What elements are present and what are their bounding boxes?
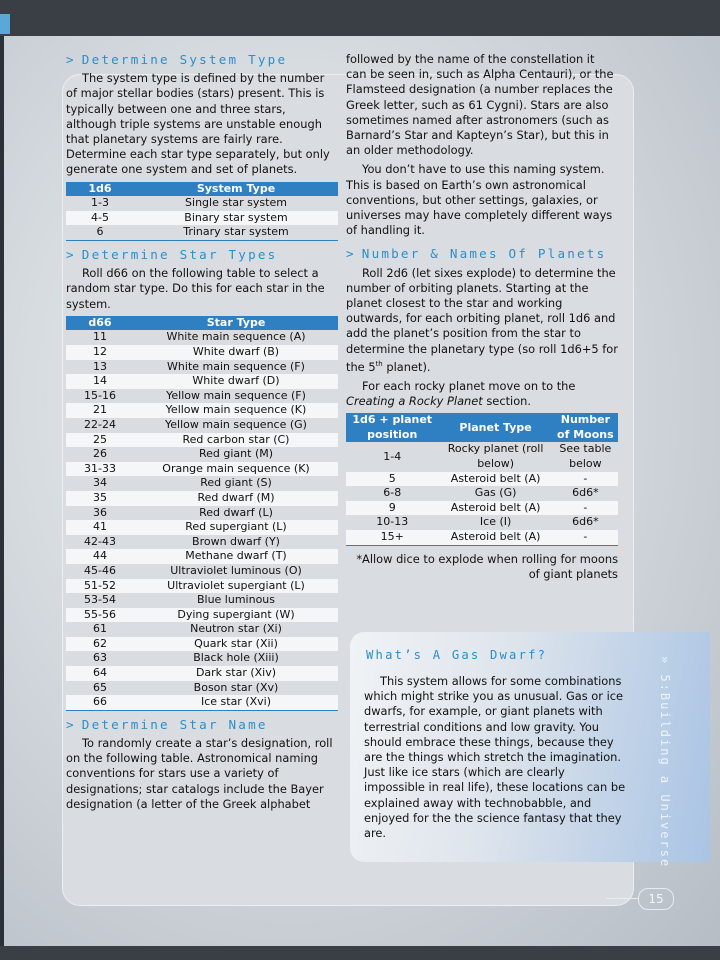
table-cell: Dying supergiant (W) xyxy=(134,608,338,623)
table-row xyxy=(66,681,338,696)
table-cell: 36 xyxy=(66,506,134,521)
table-cell: Ultraviolet luminous (O) xyxy=(134,564,338,579)
chevron-right-icon: > xyxy=(66,247,76,262)
sidebar-paragraph: This system allows for some combinations which might strike you as unusual. Gas or ice dwarfs, for example, or giant planets with terrestrial conditions and low gravity. You should embrace these things, because they are the things which stretch the imagination. Just like ice stars (which are clearly impossible in real life), these locations can be explained away with technobabble, and enjoyed for the the science fantasy that they are. xyxy=(364,674,626,841)
table-cell: 11 xyxy=(66,330,134,345)
chapter-tab: » 5:Building a Universe xyxy=(658,656,672,869)
table-cell: 13 xyxy=(66,360,134,375)
table-footnote: *Allow dice to explode when rolling for moons of giant planets xyxy=(356,551,618,581)
table-cell: 1-3 xyxy=(66,196,134,211)
table-row xyxy=(66,695,338,710)
star-type-table xyxy=(66,316,338,711)
viewer-bottom-bar xyxy=(0,946,720,960)
table-cell: Dark star (Xiv) xyxy=(134,666,338,681)
table-cell: See table below xyxy=(553,442,618,471)
table-header: d66 xyxy=(66,316,134,331)
sidebar-title: What’s A Gas Dwarf? xyxy=(366,648,548,662)
table-cell: Binary star system xyxy=(134,211,338,226)
chevron-right-icon: > xyxy=(66,52,76,67)
table-cell: 6-8 xyxy=(346,486,438,501)
table-cell: 31-33 xyxy=(66,462,134,477)
table-cell: Asteroid belt (A) xyxy=(438,530,552,545)
table-row xyxy=(66,637,338,652)
table-row xyxy=(66,535,338,550)
table-cell: 34 xyxy=(66,476,134,491)
table-header: 1d6 + planet position xyxy=(346,413,438,442)
heading-planets: > Number & Names Of Planets xyxy=(346,246,607,262)
table-cell: Ice (I) xyxy=(438,515,552,530)
left-column xyxy=(66,52,338,816)
table-cell: Gas (G) xyxy=(438,486,552,501)
table-cell: 6d6* xyxy=(553,486,618,501)
paragraph-rocky-planet: For each rocky planet move on to the Creating a Rocky Planet section. xyxy=(346,378,576,409)
chevron-right-icon: > xyxy=(66,716,76,732)
table-cell: Boson star (Xv) xyxy=(134,681,338,696)
table-row xyxy=(66,403,338,418)
table-row xyxy=(66,462,338,477)
table-cell: - xyxy=(553,530,618,545)
table-header: Planet Type xyxy=(438,413,552,442)
table-row xyxy=(66,447,338,462)
table-cell: 22-24 xyxy=(66,418,134,433)
table-cell: 35 xyxy=(66,491,134,506)
table-cell: White main sequence (A) xyxy=(134,330,338,345)
table-cell: Quark star (Xii) xyxy=(134,637,338,652)
table-cell: 62 xyxy=(66,637,134,652)
table-row xyxy=(66,520,338,535)
table-cell: Blue luminous xyxy=(134,593,338,608)
table-cell: Red supergiant (L) xyxy=(134,520,338,535)
paragraph-star-name-continued: followed by the name of the constellation it can be seen in, such as Alpha Centauri), or the Flamsteed designation (a number replaces the Greek letter, such as 61 Cygni). Stars are also sometimes named after astronomers (such as Barnard’s Star and Kapteyn’s Star), but this in an older methodology. xyxy=(346,52,614,158)
table-row xyxy=(346,515,618,530)
table-cell: 41 xyxy=(66,520,134,535)
table-cell: Ultraviolet supergiant (L) xyxy=(134,579,338,594)
table-cell: 25 xyxy=(66,433,134,448)
table-cell: - xyxy=(553,472,618,487)
table-row xyxy=(66,651,338,666)
table-row xyxy=(66,491,338,506)
paragraph-star-name: To randomly create a star’s designation, roll on the following table. Astronomical naming conventions for stars use a variety of designations; star catalogs include the Bayer designation (a letter of the Greek alphabet xyxy=(66,736,333,811)
table-row xyxy=(66,549,338,564)
table-row xyxy=(66,418,338,433)
table-cell: 6d6* xyxy=(553,515,618,530)
paragraph-planets: Roll 2d6 (let sixes explode) to determine the number of orbiting planets. Starting at the planet closest to the star and working outwards, for each orbiting planet, roll 1d6 and add the planet’s position from the star to determine the planetary type (so roll 1d6+5 for the 5th planet). xyxy=(346,265,618,374)
system-type-table xyxy=(66,182,338,241)
table-row xyxy=(346,442,618,471)
paragraph-star-types: Roll d66 on the following table to select a random star type. Do this for each star in the system. xyxy=(66,266,325,311)
table-row xyxy=(346,486,618,501)
table-header: 1d6 xyxy=(66,182,134,197)
table-cell: Brown dwarf (Y) xyxy=(134,535,338,550)
paragraph-naming-system: You don’t have to use this naming system. This is based on Earth’s own astronomical conventions, but other settings, galaxies, or universes may have completely different ways of handling it. xyxy=(346,162,613,238)
heading-star-name: > Determine Star Name xyxy=(66,716,268,732)
table-cell: Ice star (Xvi) xyxy=(134,695,338,710)
table-row xyxy=(346,501,618,516)
table-row xyxy=(66,666,338,681)
table-cell: 55-56 xyxy=(66,608,134,623)
table-cell: 63 xyxy=(66,651,134,666)
chevron-right-icon: > xyxy=(346,246,356,262)
table-cell: - xyxy=(553,501,618,516)
table-cell: White main sequence (F) xyxy=(134,360,338,375)
table-cell: 15-16 xyxy=(66,389,134,404)
table-row xyxy=(66,622,338,637)
table-cell: 15+ xyxy=(346,530,438,545)
table-cell: Yellow main sequence (F) xyxy=(134,389,338,404)
table-cell: Asteroid belt (A) xyxy=(438,501,552,516)
table-row xyxy=(66,476,338,491)
table-cell: 45-46 xyxy=(66,564,134,579)
table-row xyxy=(66,196,338,211)
table-cell: 5 xyxy=(346,472,438,487)
table-header: System Type xyxy=(134,182,338,197)
table-row xyxy=(66,211,338,226)
table-cell: 21 xyxy=(66,403,134,418)
table-cell: Red giant (M) xyxy=(134,447,338,462)
table-cell: Yellow main sequence (G) xyxy=(134,418,338,433)
table-cell: Neutron star (Xi) xyxy=(134,622,338,637)
table-cell: Methane dwarf (T) xyxy=(134,549,338,564)
table-cell: 42-43 xyxy=(66,535,134,550)
table-row xyxy=(66,225,338,240)
paragraph-system-type: The system type is defined by the number of major stellar bodies (stars) present. This is typically between one and three stars, although triple systems are unstable enough that planetary systems are fairly rare. Determine each star type separately, but only generate one system and set of planets. xyxy=(66,71,330,177)
table-cell: 51-52 xyxy=(66,579,134,594)
table-cell: White dwarf (D) xyxy=(134,374,338,389)
table-row xyxy=(66,330,338,345)
page-number-rule xyxy=(606,898,638,899)
table-cell: Black hole (Xiii) xyxy=(134,651,338,666)
table-cell: 1-4 xyxy=(346,442,438,471)
table-row xyxy=(346,530,618,545)
page-number: 15 xyxy=(638,888,674,910)
table-row xyxy=(66,345,338,360)
table-cell: 64 xyxy=(66,666,134,681)
table-row xyxy=(66,389,338,404)
viewer-top-bar xyxy=(0,0,720,36)
table-header: Star Type xyxy=(134,316,338,331)
top-bar-accent xyxy=(0,14,10,34)
table-cell: 10-13 xyxy=(346,515,438,530)
table-cell: White dwarf (B) xyxy=(134,345,338,360)
right-column xyxy=(346,52,618,592)
table-row xyxy=(66,564,338,579)
heading-star-types: > Determine Star Types xyxy=(66,247,278,262)
table-header: Number of Moons xyxy=(553,413,618,442)
sidebar-body xyxy=(364,674,628,845)
table-cell: 4-5 xyxy=(66,211,134,226)
table-cell: 65 xyxy=(66,681,134,696)
table-cell: 53-54 xyxy=(66,593,134,608)
table-cell: Yellow main sequence (K) xyxy=(134,403,338,418)
table-cell: 26 xyxy=(66,447,134,462)
table-cell: Single star system xyxy=(134,196,338,211)
table-cell: 66 xyxy=(66,695,134,710)
table-cell: Orange main sequence (K) xyxy=(134,462,338,477)
planet-type-table xyxy=(346,413,618,545)
table-row xyxy=(66,579,338,594)
table-cell: Asteroid belt (A) xyxy=(438,472,552,487)
table-cell: 12 xyxy=(66,345,134,360)
table-row xyxy=(66,593,338,608)
table-row xyxy=(66,374,338,389)
table-cell: 44 xyxy=(66,549,134,564)
table-cell: 61 xyxy=(66,622,134,637)
table-row xyxy=(66,506,338,521)
table-cell: Red dwarf (M) xyxy=(134,491,338,506)
heading-system-type: > Determine System Type xyxy=(66,52,288,67)
table-row xyxy=(66,608,338,623)
table-row xyxy=(346,472,618,487)
table-cell: Red giant (S) xyxy=(134,476,338,491)
table-cell: Rocky planet (roll below) xyxy=(438,442,552,471)
table-cell: Trinary star system xyxy=(134,225,338,240)
table-row xyxy=(66,360,338,375)
table-row xyxy=(66,433,338,448)
table-cell: Red carbon star (C) xyxy=(134,433,338,448)
table-cell: Red dwarf (L) xyxy=(134,506,338,521)
table-cell: 14 xyxy=(66,374,134,389)
table-cell: 6 xyxy=(66,225,134,240)
table-cell: 9 xyxy=(346,501,438,516)
